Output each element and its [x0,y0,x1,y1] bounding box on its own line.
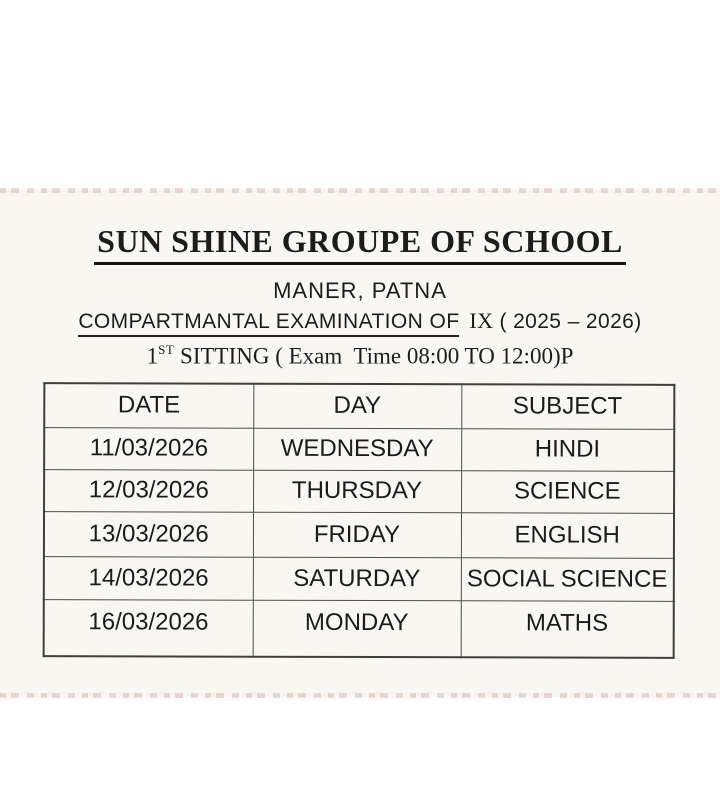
exam-title-line [0,308,720,334]
date-cell: 12/03/2026 [44,469,253,512]
page-title [0,224,720,265]
exam-title-underlined: COMPARTMANTAL EXAMINATION OF [78,310,459,337]
sitting-text: SITTING ( Exam Time 08:00 TO 12:00)P [174,343,574,369]
subject-cell: SCIENCE [461,470,674,513]
day-cell: WEDNESDAY [253,428,461,471]
table-header-row [44,383,674,429]
table-row [44,556,674,601]
table-row [44,599,674,658]
subject-cell: ENGLISH [461,512,674,558]
table-row [44,427,674,471]
day-cell: SATURDAY [253,557,461,601]
day-cell: FRIDAY [253,512,461,558]
sitting-time-line [0,343,720,370]
ordinal-suffix: ST [158,342,175,357]
school-name: SUN SHINE GROUPE OF SCHOOL [94,224,626,265]
session-years: ( 2025 – 2026) [499,310,642,333]
subject-cell: MATHS [461,600,674,658]
date-cell: 16/03/2026 [44,599,253,657]
date-cell: 11/03/2026 [44,427,253,470]
school-location: MANER, PATNA [273,278,447,303]
day-cell: MONDAY [253,600,461,658]
date-cell: 13/03/2026 [44,511,253,557]
date-cell: 14/03/2026 [44,556,253,600]
class-label: IX [469,308,494,333]
header-day: DAY [253,384,461,429]
exam-schedule-table [43,382,676,659]
day-cell: THURSDAY [253,470,461,513]
header-subject: SUBJECT [461,384,674,429]
subject-cell: SOCIAL SCIENCE [461,557,674,601]
table-row [44,469,674,513]
subject-cell: HINDI [461,428,674,471]
header-date: DATE [44,383,253,428]
sitting-number: 1 [146,343,159,369]
table-row [44,511,674,558]
